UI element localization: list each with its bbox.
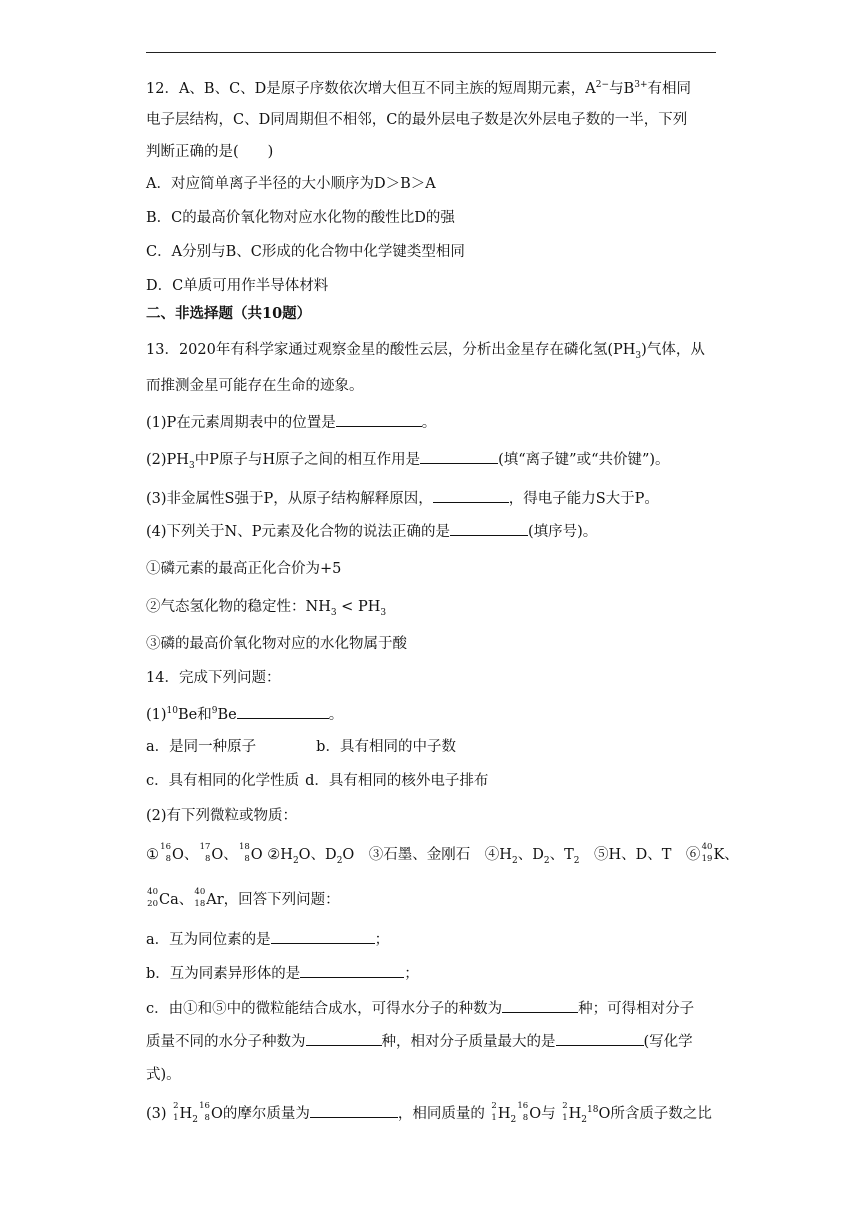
q13-part3: (3)非金属性S强于P，从原子结构解释原因， ，得电子能力S大于P。 (146, 488, 659, 509)
answer-blank[interactable] (306, 1031, 382, 1046)
q13-line2: 而推测金星可能存在生命的迹象。 (146, 378, 364, 394)
section-heading: 二、非选择题（共10题） (146, 305, 312, 322)
answer-blank[interactable] (271, 929, 375, 944)
q12-option-c: C．A分别与B、C形成的化合物中化学键类型相同 (146, 244, 465, 260)
q13-option3: ③磷的最高价氧化物对应的水化物属于酸 (146, 636, 407, 652)
q14-part1: $(1)^{10}Be$和$^9$Be 。 (146, 704, 343, 725)
q14-qc-line1: c．由①和⑤中的微粒能结合成水，可得水分子的种数为 种；可得相对分子 (146, 998, 694, 1019)
q14-items-line2: 40 20 Ca、 40 18 Ar，回答下列问题： (147, 887, 340, 909)
q14-line1: 14．完成下列问题： (146, 670, 281, 686)
q13-part2: $(2)PH_3$中P原子与H原子之间的相互作用是 (填“离子键”或“共价键”)。 (146, 449, 670, 470)
q14-part3: (3) 2 1 $H_2$ 16 8 O的摩尔质量为 ，相同质量的 2 1 $H_2$ 16 8 O与 2 1 $H_2^{18}O$所含质子数之比 (146, 1101, 712, 1125)
q13-option2: ②气态氢化物的稳定性：$NH_3 < PH_3$ (146, 599, 387, 618)
q12-option-d: D．C单质可用作半导体材料 (146, 278, 329, 294)
q13-option1: ①磷元素的最高正化合价为+5 (146, 561, 342, 577)
q12-option-b: B．C的最高价氧化物对应水化物的酸性比D的强 (146, 210, 455, 226)
answer-blank[interactable] (237, 704, 329, 719)
answer-blank[interactable] (450, 521, 528, 536)
answer-blank[interactable] (300, 963, 404, 978)
answer-blank[interactable] (310, 1103, 398, 1118)
q14-qb: b．互为同素异形体的是 ； (146, 963, 419, 984)
q14-qc-line3: 式)。 (146, 1067, 181, 1083)
answer-blank[interactable] (556, 1031, 644, 1046)
q13-part4: (4)下列关于N、P元素及化合物的说法正确的是 (填序号)。 (146, 521, 597, 542)
q14-items-line1: ① 16 8 O、 17 8 O、 18 8 O $②H_2O$、$D_2O$ ③石墨、金刚石 $④H_2$、$D_2$、$T_2$ ⑤H、D、T ⑥ 40 19 K、 (146, 842, 739, 866)
q14-choice-row2: c．具有相同的化学性质 d．具有相同的核外电子排布 (146, 773, 489, 789)
q14-choice-row1: a．是同一种原子 b．具有相同的中子数 (146, 739, 456, 755)
answer-blank[interactable] (433, 488, 509, 503)
q12-option-a: A．对应简单离子半径的大小顺序为D＞B＞A (146, 176, 436, 192)
q13-line1: 13．2020年有科学家通过观察金星的酸性云层，分析出金星存在磷化氢$(PH_3)$气体，从 (146, 342, 705, 361)
q12-line1: 12．A、B、C、D是原子序数依次增大但互不同主族的短周期元素，$A^{2-}$与$B^{3+}$有相同 (146, 80, 691, 97)
q12-line2: 电子层结构，C、D同周期但不相邻，C的最外层电子数是次外层电子数的一半，下列 (146, 112, 688, 128)
answer-blank[interactable] (336, 412, 422, 427)
header-rule (146, 52, 716, 53)
answer-blank[interactable] (502, 998, 578, 1013)
q14-part2: (2)有下列微粒或物质： (146, 808, 298, 824)
q12-line3: 判断正确的是( ) (146, 144, 274, 160)
q13-part1: (1)P在元素周期表中的位置是 。 (146, 412, 436, 433)
q14-qc-line2: 质量不同的水分子种数为 种，相对分子质量最大的是 (写化学 (146, 1031, 693, 1052)
q14-qa: a．互为同位素的是 ； (146, 929, 389, 950)
answer-blank[interactable] (420, 449, 498, 464)
